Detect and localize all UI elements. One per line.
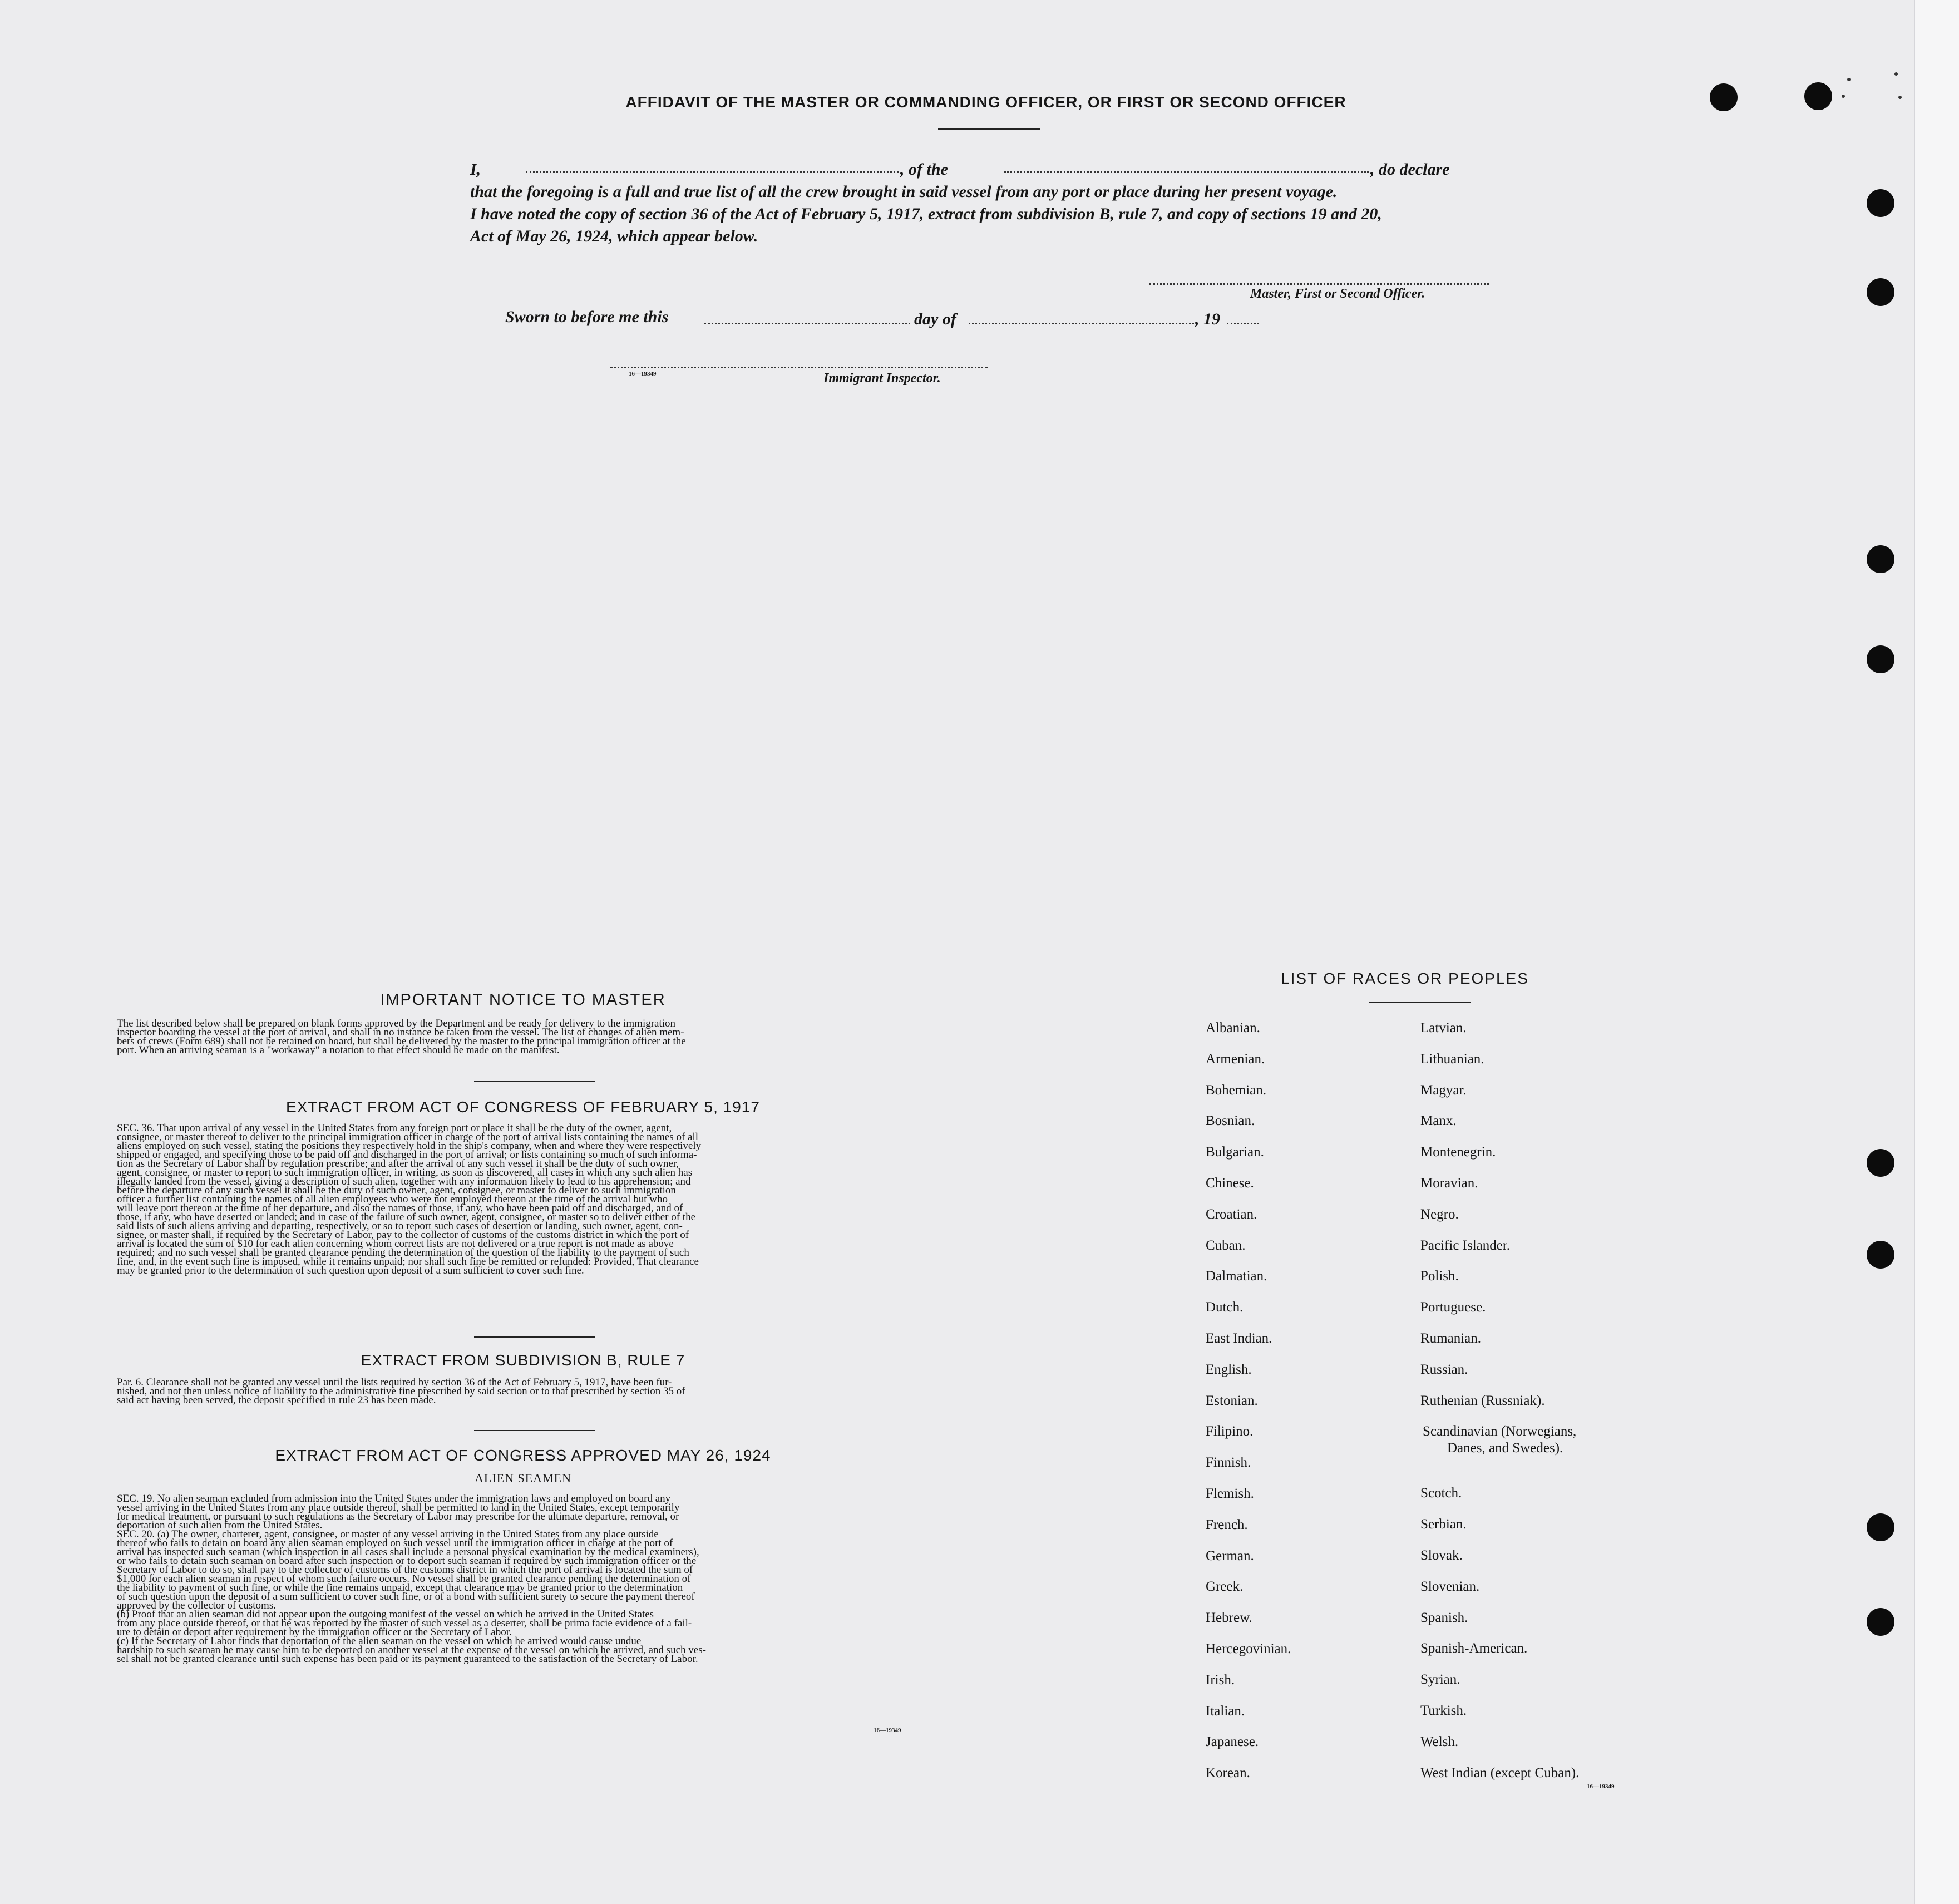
declare-of-the: , of the [900,160,948,179]
race-item: Russian. [1420,1362,1468,1377]
race-item: Portuguese. [1420,1300,1486,1315]
race-item: Dutch. [1206,1300,1244,1315]
races-left-column [1206,1013,1291,1789]
extract-1924-line: vessel arriving in the United States from any place outside thereof, shall be permitted to land in the United States, except temporarily [117,1502,680,1513]
race-item: Negro. [1420,1206,1459,1222]
race-item: Hercegovinian. [1206,1641,1291,1656]
punch-hole [1867,189,1894,217]
affidavit-form-number: 16—19349 [629,371,657,377]
extract-1924-line: from any place outside thereof, or that he was reported by the master of such vessel as a deserter, shall be prima facie evidence of a fail- [117,1617,692,1629]
race-item: Chinese. [1206,1175,1254,1191]
punch-hole [1804,82,1832,110]
extract-1924-title: EXTRACT FROM ACT OF CONGRESS APPROVED MAY 26, 1924 [275,1447,771,1464]
race-item: Greek. [1206,1579,1244,1595]
punch-hole [1867,1513,1894,1541]
race-item: Manx. [1420,1113,1457,1129]
extract-1924-line: hardship to such seaman he may cause him to be deported on another vessel at the expense of the vessel on which he arrived, and such ves- [117,1644,706,1656]
race-item: Rumanian. [1420,1330,1482,1346]
extract-1917-line: officer a further list containing the names of all alien employees who were not employed thereon at the time of the arrival but who [117,1193,668,1205]
extract-1917-line: SEC. 36. That upon arrival of any vessel in the United States from any foreign port or place it shall be the duty of the owner, agent, [117,1122,672,1134]
race-item: Moravian. [1420,1175,1478,1191]
race-item: Armenian. [1206,1051,1265,1067]
race-item: Flemish. [1206,1486,1254,1501]
extract-1917-line: aliens employed on such vessel, stating the positions they respectively hold in the ship's company, when and where they were respectively [117,1140,702,1152]
race-item: Serbian. [1420,1517,1467,1532]
day-of: day of [914,310,956,328]
sworn-year-blank [1227,323,1259,324]
sworn-line [505,308,1284,327]
race-item: Japanese. [1206,1734,1259,1750]
races-title: LIST OF RACES OR PEOPLES [1281,970,1529,987]
race-item: Irish. [1206,1672,1235,1688]
section-divider [474,1081,595,1082]
notice-line: The list described below shall be prepared on blank forms approved by the Department and be ready for delivery to the immigration [117,1018,676,1029]
extract-1924-line: for medical treatment, or pursuant to such regulations as the Secretary of Labor may prescribe for the ultimate departure, removal, or [117,1511,679,1522]
affidavit-title: AFFIDAVIT OF THE MASTER OR COMMANDING OFFICER, OR FIRST OR SECOND OFFICER [625,93,1346,111]
race-item: West Indian (except Cuban). [1420,1765,1580,1780]
dust-speck [1898,96,1902,99]
inspector-signature-line [610,367,988,368]
race-item: Turkish. [1420,1703,1467,1718]
race-item: Estonian. [1206,1393,1258,1408]
extract-1924-line: (b) Proof that an alien seaman did not appear upon the outgoing manifest of the vessel on which he arrived in the United States [117,1609,654,1620]
scanner-edge [1914,0,1959,1904]
race-item: Hebrew. [1206,1610,1252,1626]
race-item: Latvian. [1420,1020,1467,1035]
extract-1924-line: of such question upon the deposit of a sum sufficient to cover such fine, or of a bond with sufficient surety to secure the payment thereof [117,1591,695,1602]
race-item: French. [1206,1517,1248,1532]
race-item: Italian. [1206,1703,1245,1719]
race-item: Bosnian. [1206,1113,1255,1129]
race-item: Korean. [1206,1765,1250,1781]
affidavit-line-4: Act of May 26, 1924, which appear below. [470,227,758,245]
race-item: English. [1206,1362,1252,1377]
punch-hole [1867,645,1894,673]
section-divider [474,1336,595,1338]
extract-form-number: 16—19349 [874,1727,901,1734]
race-item: Scotch. [1420,1486,1462,1501]
extract-1924-line: thereof who fails to detain on board any alien seaman employed on such vessel until the immigration officer in charge at the port of [117,1537,673,1549]
affidavit-line-2: that the foregoing is a full and true list of all the crew brought in said vessel from any port or place during her present voyage. [470,182,1338,201]
punch-hole [1867,545,1894,573]
race-item: Scandinavian (Norwegians, [1423,1424,1577,1439]
extract-rule7-title: EXTRACT FROM SUBDIVISION B, RULE 7 [361,1351,685,1369]
master-signature-line [1149,283,1489,285]
extract-rule7-line: Par. 6. Clearance shall not be granted any vessel until the lists required by section 36 of the Act of February 5, 1917, have been fur- [117,1377,672,1388]
extract-1924-line: $1,000 for each alien seaman in respect of whom such failure occurs. No vessel shall be granted clearance pending the determination of [117,1573,691,1585]
race-item: Magyar. [1420,1082,1467,1098]
extract-1917-line: required; and no such vessel shall be granted clearance pending the determination of the question of the liability to the payment of such [117,1247,689,1259]
race-item: Finnish. [1206,1455,1251,1471]
race-item: Welsh. [1420,1734,1459,1749]
dust-speck [1842,95,1845,98]
year-prefix: , 19 [1195,310,1220,328]
extract-1924-line: SEC. 20. (a) The owner, charterer, agent, consignee, or master of any vessel arriving in the United States from any place outside [117,1528,659,1540]
punch-hole [1710,83,1738,111]
punch-hole [1867,1241,1894,1269]
extract-1924-line: ure to detain or deport after requirement by the immigration officer or the Secretary of Labor. [117,1626,512,1638]
notice-line: port. When an arriving seaman is a "workaway" a notation to that effect should be made on the manifest. [117,1044,560,1056]
extract-1917-line: illegally landed from the vessel, giving a description of such alien, together with any information likely to lead to his apprehension; and [117,1176,691,1187]
name-blank [526,171,899,173]
race-item: Filipino. [1206,1424,1254,1439]
sworn-day-blank [704,323,910,324]
extract-1917-line: fine, and, in the event such fine is imposed, while it remains unpaid; nor shall such fine be remitted or refunded: Provided, That clearance [117,1256,699,1267]
declare-I: I, [470,160,481,179]
race-item: Slovenian. [1420,1579,1480,1594]
extract-1917-title: EXTRACT FROM ACT OF CONGRESS OF FEBRUARY 5, 1917 [286,1098,760,1116]
race-item: Montenegrin. [1420,1145,1496,1160]
extract-1924-line: deportation of such alien from the United States. [117,1520,323,1531]
affidavit-declaration-line [470,160,1511,179]
extract-1917-line: arrival is located the sum of $10 for each alien concerning whom correct lists are not delivered or a true report is not made as above [117,1238,674,1250]
master-caption: Master, First or Second Officer. [1250,287,1425,301]
race-item: Cuban. [1206,1237,1246,1253]
extract-1924-line: (c) If the Secretary of Labor finds that deportation of the alien seaman on the vessel on which he arrived would cause undue [117,1635,642,1647]
vessel-blank [1004,171,1369,173]
extract-1917-line: tion as the Secretary of Labor shall by regulation prescribe; and after the arrival of any such vessel it shall be the duty of such owner, [117,1158,679,1170]
notice-line: bers of crews (Form 689) shall not be retained on board, but shall be delivered by the master to the principal immigration officer at the [117,1035,686,1047]
extract-1917-line: consignee, or master thereof to deliver to the principal immigration officer in charge of the port of arrival lists containing the names of all [117,1131,699,1143]
race-item: Lithuanian. [1420,1051,1484,1067]
race-item: Pacific Islander. [1420,1237,1511,1253]
extract-1917-line: said lists of such aliens arriving and departing, respectively, or so to report such cases of desertion or landing, such owner, agent, con- [117,1220,683,1232]
race-item: Danes, and Swedes). [1447,1441,1563,1456]
affidavit-line-3: I have noted the copy of section 36 of the Act of February 5, 1917, extract from subdivision B, rule 7, and copy of sections 19 and 20, [470,205,1382,223]
title-underline [938,128,1040,130]
extract-1917-line: those, if any, who have deserted or landed; and in case of the failure of such owner, agent, consignee, or master so to deliver either of the [117,1211,695,1223]
dust-speck [1847,78,1851,81]
extract-rule7-line: nished, and not then unless notice of liability to the administrative fine prescribed by said section or to that prescribed by section 35 of [117,1385,685,1397]
race-item: Syrian. [1420,1672,1460,1688]
extract-1924-line: arrival has inspected such seaman (which inspection in all cases shall include a personal physical examination by the medical examiners), [117,1546,699,1558]
race-item: Croatian. [1206,1206,1257,1222]
race-item: Bulgarian. [1206,1145,1264,1160]
notice-title: IMPORTANT NOTICE TO MASTER [380,991,666,1009]
extract-1917-line: agent, consignee, or master to report to such immigration officer, in writing, as soon as discovered, all cases in which any such alien has [117,1167,693,1178]
race-item: Spanish. [1420,1610,1468,1625]
race-item: Bohemian. [1206,1082,1267,1098]
race-item: German. [1206,1548,1254,1563]
extract-1917-line: before the departure of any such vessel it shall be the duty of such owner, agent, consignee, or master to deliver to such immigration [117,1185,676,1196]
extract-rule7-line: said act having been served, the deposit specified in rule 23 has been made. [117,1394,436,1406]
extract-1924-line: the liability to payment of such fine, or while the fine remains unpaid, except that clearance may be granted prior to the determination [117,1582,683,1594]
section-divider [474,1430,595,1431]
extract-1924-line: SEC. 19. No alien seaman excluded from admission into the United States under the immigration laws and employed on board any [117,1493,671,1505]
extract-1924-subtitle: ALIEN SEAMEN [475,1471,571,1485]
race-item: Dalmatian. [1206,1269,1267,1284]
extract-1917-line: shipped or engaged, and specifying those to be paid off and discharged in the port of arrival; or lists containing so much of such informa- [117,1149,697,1161]
extract-1917-line: may be granted prior to the determination of such question upon deposit of a sum sufficient to cover such fine. [117,1265,584,1276]
race-item: Slovak. [1420,1547,1463,1563]
extract-1924-line: Secretary of Labor to do so, shall pay to the collector of customs of the customs district in which the port of arrival is located the sum of [117,1564,693,1576]
punch-hole [1867,278,1894,306]
extract-1924-line: approved by the collector of customs. [117,1600,276,1611]
race-item: Albanian. [1206,1020,1260,1035]
extract-1917-line: will leave port thereon at the time of her departure, and also the names of those, if any, who have been paid off and discharged, and of [117,1202,683,1214]
races-right-column [1420,1013,1579,1788]
races-title-underline [1369,1002,1471,1003]
punch-hole [1867,1608,1894,1636]
extract-1924-text [117,1494,932,1664]
extract-1924-line: or who fails to detain such seaman on board after such inspection or to deport such seaman if required by such immigration officer or the [117,1555,697,1567]
notice-text [117,1019,932,1055]
sworn-text: Sworn to before me this [505,308,669,326]
race-item: Polish. [1420,1269,1459,1284]
extract-1917-line: signee, or master shall, if required by the Secretary of Labor, pay to the collector of customs of the customs district in which the port of [117,1229,689,1241]
inspector-caption: Immigrant Inspector. [823,371,941,386]
extract-1917-text [117,1124,932,1275]
dust-speck [1894,72,1898,76]
race-item: Spanish-American. [1420,1641,1528,1656]
races-form-number: 16—19349 [1587,1783,1615,1790]
notice-line: inspector boarding the vessel at the port of arrival, and shall in no instance be taken from the vessel. The list of changes of alien mem- [117,1027,684,1038]
sworn-month-blank [969,323,1194,324]
extract-rule7-text [117,1378,932,1405]
extract-1924-line: sel shall not be granted clearance until such expense has been paid or its payment guaranteed to the satisfaction of the Secretary of Labor. [117,1653,698,1665]
race-item: Ruthenian (Russniak). [1420,1393,1545,1408]
race-item: East Indian. [1206,1330,1272,1346]
punch-hole [1867,1149,1894,1177]
declare-do-declare: , do declare [1370,160,1450,179]
